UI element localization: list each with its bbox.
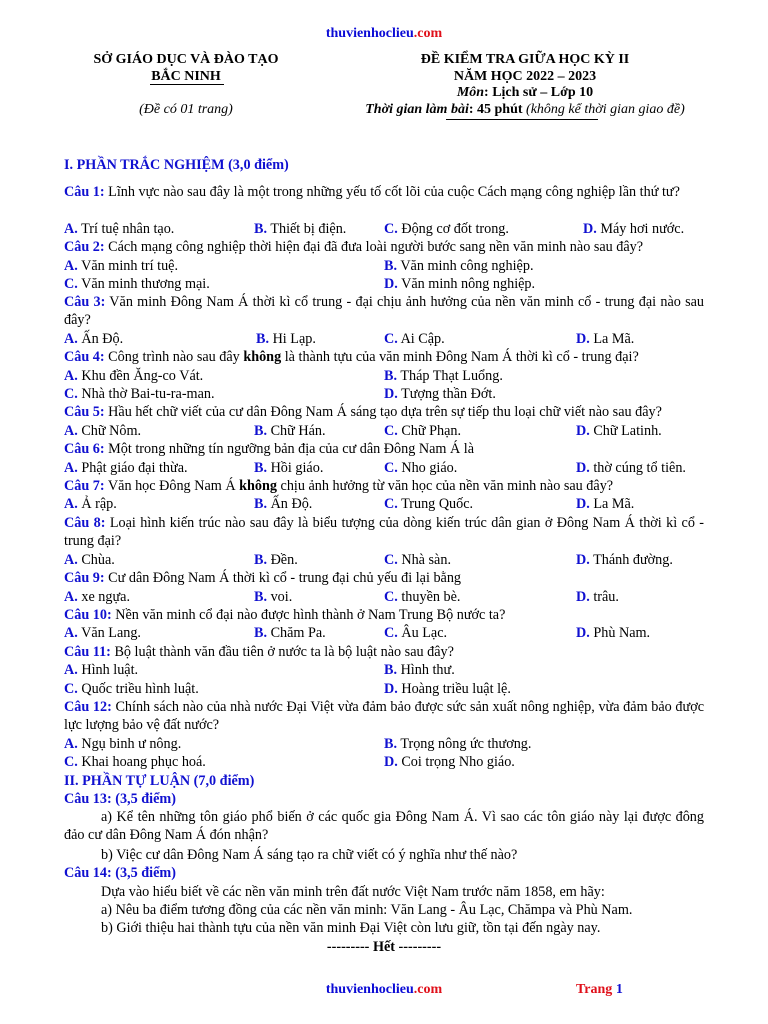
part2-title: II. PHẦN TỰ LUẬN (7,0 điểm): [64, 773, 255, 789]
question-7: Câu 7: Văn học Đông Nam Á không chịu ảnh hưởng từ văn học của nền văn minh nào sau đây?: [64, 478, 614, 494]
school-year: NĂM HỌC 2022 – 2023: [453, 68, 597, 84]
exam-title-block: [340, 52, 710, 118]
time-line: Thời gian làm bài: 45 phút (không kể thời gian giao đề): [365, 101, 685, 117]
question-9: Câu 9: Cư dân Đông Nam Á thời kì cổ - trung đại chủ yếu đi lại bằng: [64, 570, 462, 586]
page-count-note: (Đề có 01 trang): [139, 102, 233, 117]
subject-line: Môn: Lịch sử – Lớp 10: [456, 85, 594, 100]
question-14-label: Câu 14: (3,5 điểm): [64, 865, 176, 881]
question-10: Câu 10: Nền văn minh cổ đại nào được hình thành ở Nam Trung Bộ nước ta?: [64, 607, 506, 623]
question-5: Câu 5: Hầu hết chữ viết của cư dân Đông Nam Á sáng tạo dựa trên sự tiếp thu loại chữ viết nào sau đây?: [64, 404, 662, 420]
question-13-a: a) Kể tên những tôn giáo phổ biến ở các quốc gia Đông Nam Á. Vì sao các tôn giáo này lại được đông đảo cư dân Đông Nam Á đón nhận?: [64, 809, 704, 843]
issuer-block: [66, 52, 306, 119]
question-2: Câu 2: Cách mạng công nghiệp thời hiện đại đã đưa loài người bước sang nền văn minh nào sau đây?: [64, 239, 644, 255]
question-3: Câu 3: Văn minh Đông Nam Á thời kì cổ trung - đại chịu ảnh hưởng của nền văn minh cổ - trung đại nào sau đây?: [64, 294, 704, 328]
site-header: thuvienhoclieu.com: [325, 26, 443, 41]
question-14-a: a) Nêu ba điểm tương đồng của các nền văn minh: Văn Lang - Âu Lạc, Chămpa và Phù Nam.: [101, 902, 633, 918]
question-8: Câu 8: Loại hình kiến trúc nào sau đây là biểu tượng của dòng kiến trúc dân gian ở Đông Nam Á thời kì cổ - trung đại?: [64, 515, 705, 549]
province-name: BẮC NINH: [151, 68, 221, 84]
question-11: Câu 11: Bộ luật thành văn đầu tiên ở nước ta là bộ luật nào sau đây?: [64, 644, 454, 660]
question-14-b: b) Giới thiệu hai thành tựu của nền văn minh Đại Việt còn lưu giữ, tồn tại đến ngày nay.: [101, 920, 601, 936]
question-4: Câu 4: Công trình nào sau đây không là thành tựu của văn minh Đông Nam Á thời kì cổ - trung đại?: [64, 349, 639, 365]
question-12: Câu 12: Chính sách nào của nhà nước Đại Việt vừa đảm bảo được sức sản xuất nông nghiệp, vừa đảm bảo được lực lượng bảo vệ đất nước?: [64, 699, 704, 733]
part1-title: I. PHẦN TRẮC NGHIỆM (3,0 điểm): [64, 157, 289, 173]
page-number: Trang 1: [576, 982, 623, 997]
question-13-b: b) Việc cư dân Đông Nam Á sáng tạo ra chữ viết có ý nghĩa như thế nào?: [101, 847, 518, 863]
site-footer: thuvienhoclieu.com: [325, 982, 443, 997]
question-13-label: Câu 13: (3,5 điểm): [64, 791, 176, 807]
underline-right: [446, 119, 598, 120]
question-14-intro: Dựa vào hiểu biết về các nền văn minh trên đất nước Việt Nam trước năm 1858, em hãy:: [101, 884, 605, 900]
question-6: Câu 6: Một trong những tín ngưỡng bản địa của cư dân Đông Nam Á là: [64, 441, 475, 457]
exam-title: ĐỀ KIỂM TRA GIỮA HỌC KỲ II: [420, 52, 630, 67]
end-marker: --------- Hết ---------: [326, 939, 442, 955]
question-1: Câu 1: Lĩnh vực nào sau đây là một trong những yếu tố cốt lõi của cuộc Cách mạng công nghiệp lần thứ tư?: [64, 184, 680, 200]
department-name: SỞ GIÁO DỤC VÀ ĐÀO TẠO: [93, 52, 279, 67]
underline-left: [150, 84, 224, 85]
